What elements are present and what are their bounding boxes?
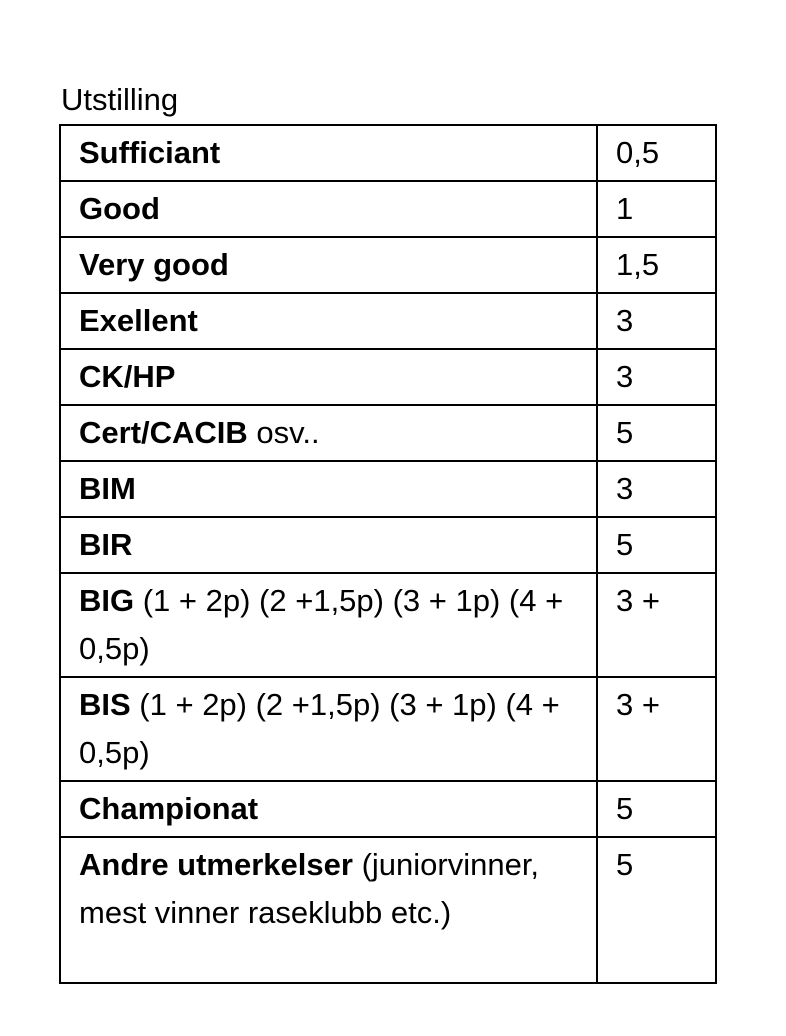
label-bold: Very good: [79, 247, 229, 282]
row-label: [60, 461, 597, 517]
row-label: [60, 517, 597, 573]
row-value: 5: [597, 781, 716, 837]
table-row: [60, 237, 716, 293]
table-caption: Utstilling: [61, 82, 179, 117]
row-value: 3: [597, 461, 716, 517]
row-value: 5: [597, 405, 716, 461]
table-row: [60, 181, 716, 237]
row-value: 5: [597, 517, 716, 573]
label-bold: Cert/CACIB: [79, 415, 248, 450]
table-row: [60, 781, 716, 837]
label-bold: CK/HP: [79, 359, 176, 394]
label-bold: BIR: [79, 527, 133, 562]
row-label: [60, 125, 597, 181]
label-rest: (1 + 2p) (2 +1,5p) (3 + 1p) (4 + 0,5p): [79, 583, 564, 666]
row-value: 3 +: [597, 573, 716, 677]
table-row: [60, 293, 716, 349]
label-bold: BIS: [79, 687, 131, 722]
label-rest: (juniorvinner, mest vinner raseklubb etc.): [79, 847, 540, 930]
row-label: [60, 677, 597, 781]
row-value: 1: [597, 181, 716, 237]
table-row: [60, 573, 716, 677]
row-value: 5: [597, 837, 716, 983]
table-row: [60, 349, 716, 405]
table-row: [60, 405, 716, 461]
table-row: [60, 125, 716, 181]
row-label: [60, 837, 597, 983]
label-bold: Andre utmerkelser: [79, 847, 353, 882]
row-label: [60, 237, 597, 293]
label-bold: BIG: [79, 583, 135, 618]
label-bold: Good: [79, 191, 160, 226]
score-table: [59, 124, 717, 984]
table-row: [60, 517, 716, 573]
table-row: [60, 677, 716, 781]
row-value: 0,5: [597, 125, 716, 181]
row-label: [60, 293, 597, 349]
table-row: [60, 461, 716, 517]
label-bold: Exellent: [79, 303, 198, 338]
label-rest: osv..: [247, 415, 320, 450]
label-bold: Sufficiant: [79, 135, 221, 170]
row-value: 3: [597, 293, 716, 349]
label-bold: BIM: [79, 471, 136, 506]
row-label: [60, 781, 597, 837]
row-label: [60, 573, 597, 677]
label-bold: Championat: [79, 791, 259, 826]
row-value: 3: [597, 349, 716, 405]
row-label: [60, 405, 597, 461]
row-value: 3 +: [597, 677, 716, 781]
row-value: 1,5: [597, 237, 716, 293]
row-label: [60, 349, 597, 405]
row-label: [60, 181, 597, 237]
table-row: [60, 837, 716, 983]
label-rest: (1 + 2p) (2 +1,5p) (3 + 1p) (4 + 0,5p): [79, 687, 560, 770]
